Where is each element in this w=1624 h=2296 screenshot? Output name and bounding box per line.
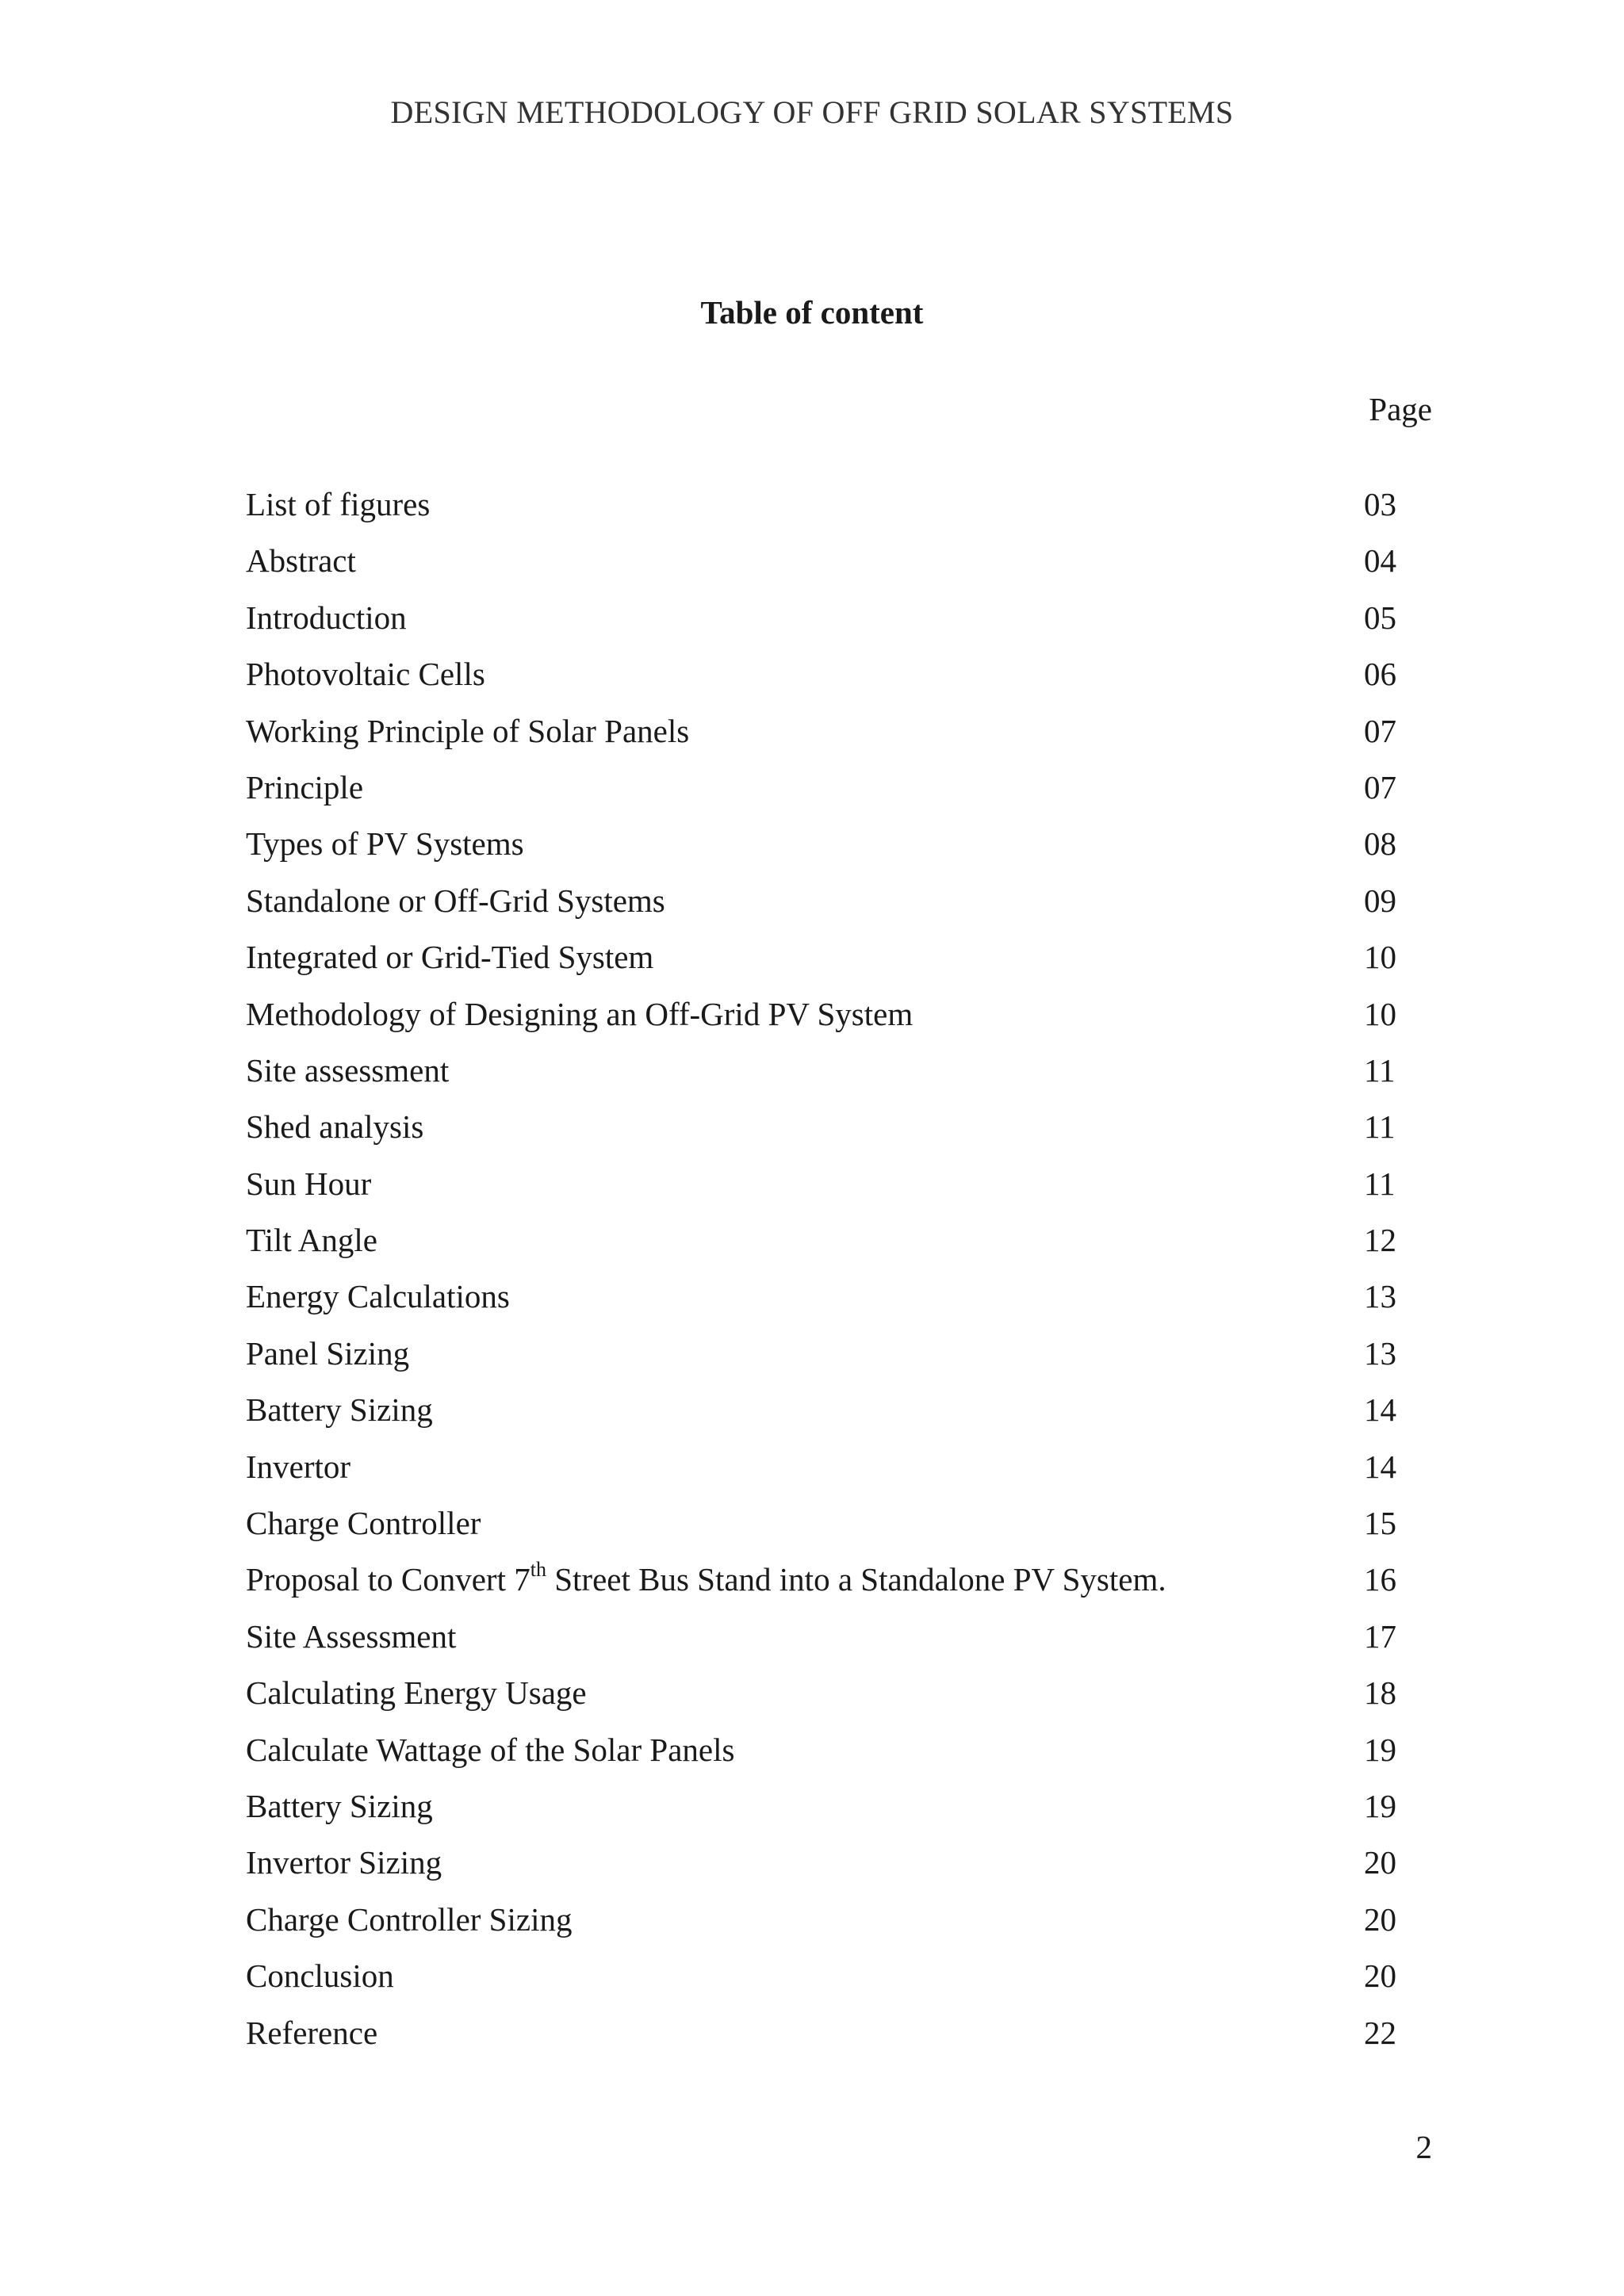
toc-entry-label: Standalone or Off-Grid Systems (246, 882, 665, 919)
toc-entry-page: 12 (1364, 1222, 1396, 1259)
toc-entry-label: Introduction (246, 599, 407, 636)
toc-entry-label: Photovoltaic Cells (246, 656, 485, 693)
toc-entry-label: Calculating Energy Usage (246, 1674, 587, 1712)
toc-entry-page: 20 (1364, 1844, 1396, 1881)
toc-entry-label: Battery Sizing (246, 1391, 433, 1429)
toc-entry (246, 712, 1411, 768)
toc-entry-page: 19 (1364, 1787, 1396, 1824)
toc-entry-label: Invertor (246, 1448, 351, 1485)
toc-entry (246, 938, 1411, 994)
toc-entry-page: 09 (1364, 882, 1396, 919)
toc-entry-page: 11 (1364, 1051, 1396, 1089)
toc-entry (246, 1557, 1411, 1617)
toc-entry-label: Tilt Angle (246, 1222, 377, 1259)
toc-entry (246, 1731, 1411, 1787)
toc-entry (246, 1051, 1411, 1108)
toc-entry (246, 1957, 1411, 2013)
toc-entry (246, 1448, 1411, 1504)
toc-entry-label-part: Proposal to Convert 7 (246, 1561, 530, 1598)
toc-entry-page: 06 (1364, 656, 1396, 693)
toc-entry-label (246, 1557, 1166, 1598)
toc-entry-label: Integrated or Grid-Tied System (246, 939, 654, 976)
toc-entry-page: 03 (1364, 486, 1396, 522)
toc-entry (246, 1900, 1411, 1957)
toc-entry (246, 485, 1411, 541)
running-header: DESIGN METHODOLOGY OF OFF GRID SOLAR SYSTEMS (390, 94, 1234, 130)
toc-entry (246, 599, 1411, 655)
toc-entry-page: 07 (1364, 768, 1396, 806)
toc-entry (246, 1674, 1411, 1730)
toc-entry-page: 13 (1364, 1278, 1396, 1315)
toc-entry (246, 541, 1411, 598)
toc-entry-label: Working Principle of Solar Panels (246, 712, 690, 749)
toc-entry-label: Energy Calculations (246, 1278, 510, 1315)
toc-entry (246, 1334, 1411, 1391)
toc-entry-page: 10 (1364, 939, 1396, 976)
toc-entry-label: Battery Sizing (246, 1787, 433, 1824)
toc-entry-label: Charge Controller (246, 1505, 481, 1542)
toc-entry-page: 13 (1364, 1334, 1396, 1372)
toc-entry-label: List of figures (246, 486, 431, 522)
toc-entry-label-part: Street Bus Stand into a Standalone PV System. (546, 1561, 1166, 1598)
toc-entry-label: Charge Controller Sizing (246, 1900, 573, 1938)
toc-entry-label: Abstract (246, 542, 356, 580)
toc-entry-label: Site Assessment (246, 1617, 457, 1655)
toc-entry-page: 14 (1364, 1391, 1396, 1429)
toc-entry (246, 1843, 1411, 1900)
toc-entry-page: 14 (1364, 1448, 1396, 1485)
toc-entry-page: 18 (1364, 1674, 1396, 1712)
toc-entry (246, 1504, 1411, 1560)
toc-entry-page: 05 (1364, 599, 1396, 636)
toc-entry (246, 1165, 1411, 1221)
toc-entry (246, 825, 1411, 881)
toc-entry-page: 16 (1364, 1561, 1396, 1598)
toc-entry (246, 2014, 1411, 2070)
toc-entry-label: Shed analysis (246, 1108, 424, 1146)
toc-entry-label: Methodology of Designing an Off-Grid PV System (246, 995, 914, 1032)
toc-title: Table of content (700, 294, 924, 331)
toc-entry-label: Types of PV Systems (246, 825, 524, 863)
toc-entry-page: 19 (1364, 1731, 1396, 1768)
toc-entry-page: 15 (1364, 1505, 1396, 1542)
toc-entry-label: Calculate Wattage of the Solar Panels (246, 1731, 735, 1768)
toc-entry (246, 1108, 1411, 1164)
toc-entry-page: 22 (1364, 2014, 1396, 2051)
toc-entry-page: 10 (1364, 995, 1396, 1032)
toc-entry-page: 11 (1364, 1165, 1396, 1202)
toc-entry-label: Panel Sizing (246, 1334, 410, 1372)
toc-entry (246, 1221, 1411, 1277)
toc-entry (246, 655, 1411, 711)
toc-entry-page: 08 (1364, 825, 1396, 863)
toc-entry-page: 17 (1364, 1617, 1396, 1655)
toc-entry-label: Reference (246, 2014, 378, 2051)
toc-entry-label: Invertor Sizing (246, 1844, 442, 1881)
toc-entry (246, 1277, 1411, 1334)
toc-entry (246, 768, 1411, 825)
ordinal-suffix: th (530, 1557, 546, 1581)
toc-entry (246, 1787, 1411, 1843)
toc-entry-page: 11 (1364, 1108, 1396, 1146)
toc-entry-label: Sun Hour (246, 1165, 372, 1202)
toc-list (246, 485, 1411, 2070)
toc-entry-page: 20 (1364, 1900, 1396, 1938)
toc-entry-label: Conclusion (246, 1957, 394, 1995)
toc-entry-label: Site assessment (246, 1051, 450, 1089)
toc-entry (246, 1391, 1411, 1447)
page-number: 2 (1415, 2129, 1432, 2165)
toc-entry (246, 1617, 1411, 1674)
toc-entry-page: 07 (1364, 712, 1396, 749)
page-column-label: Page (1369, 391, 1432, 427)
toc-entry (246, 995, 1411, 1051)
toc-entry (246, 882, 1411, 938)
toc-entry-page: 20 (1364, 1957, 1396, 1995)
toc-entry-label: Principle (246, 768, 364, 806)
toc-entry-page: 04 (1364, 542, 1396, 580)
